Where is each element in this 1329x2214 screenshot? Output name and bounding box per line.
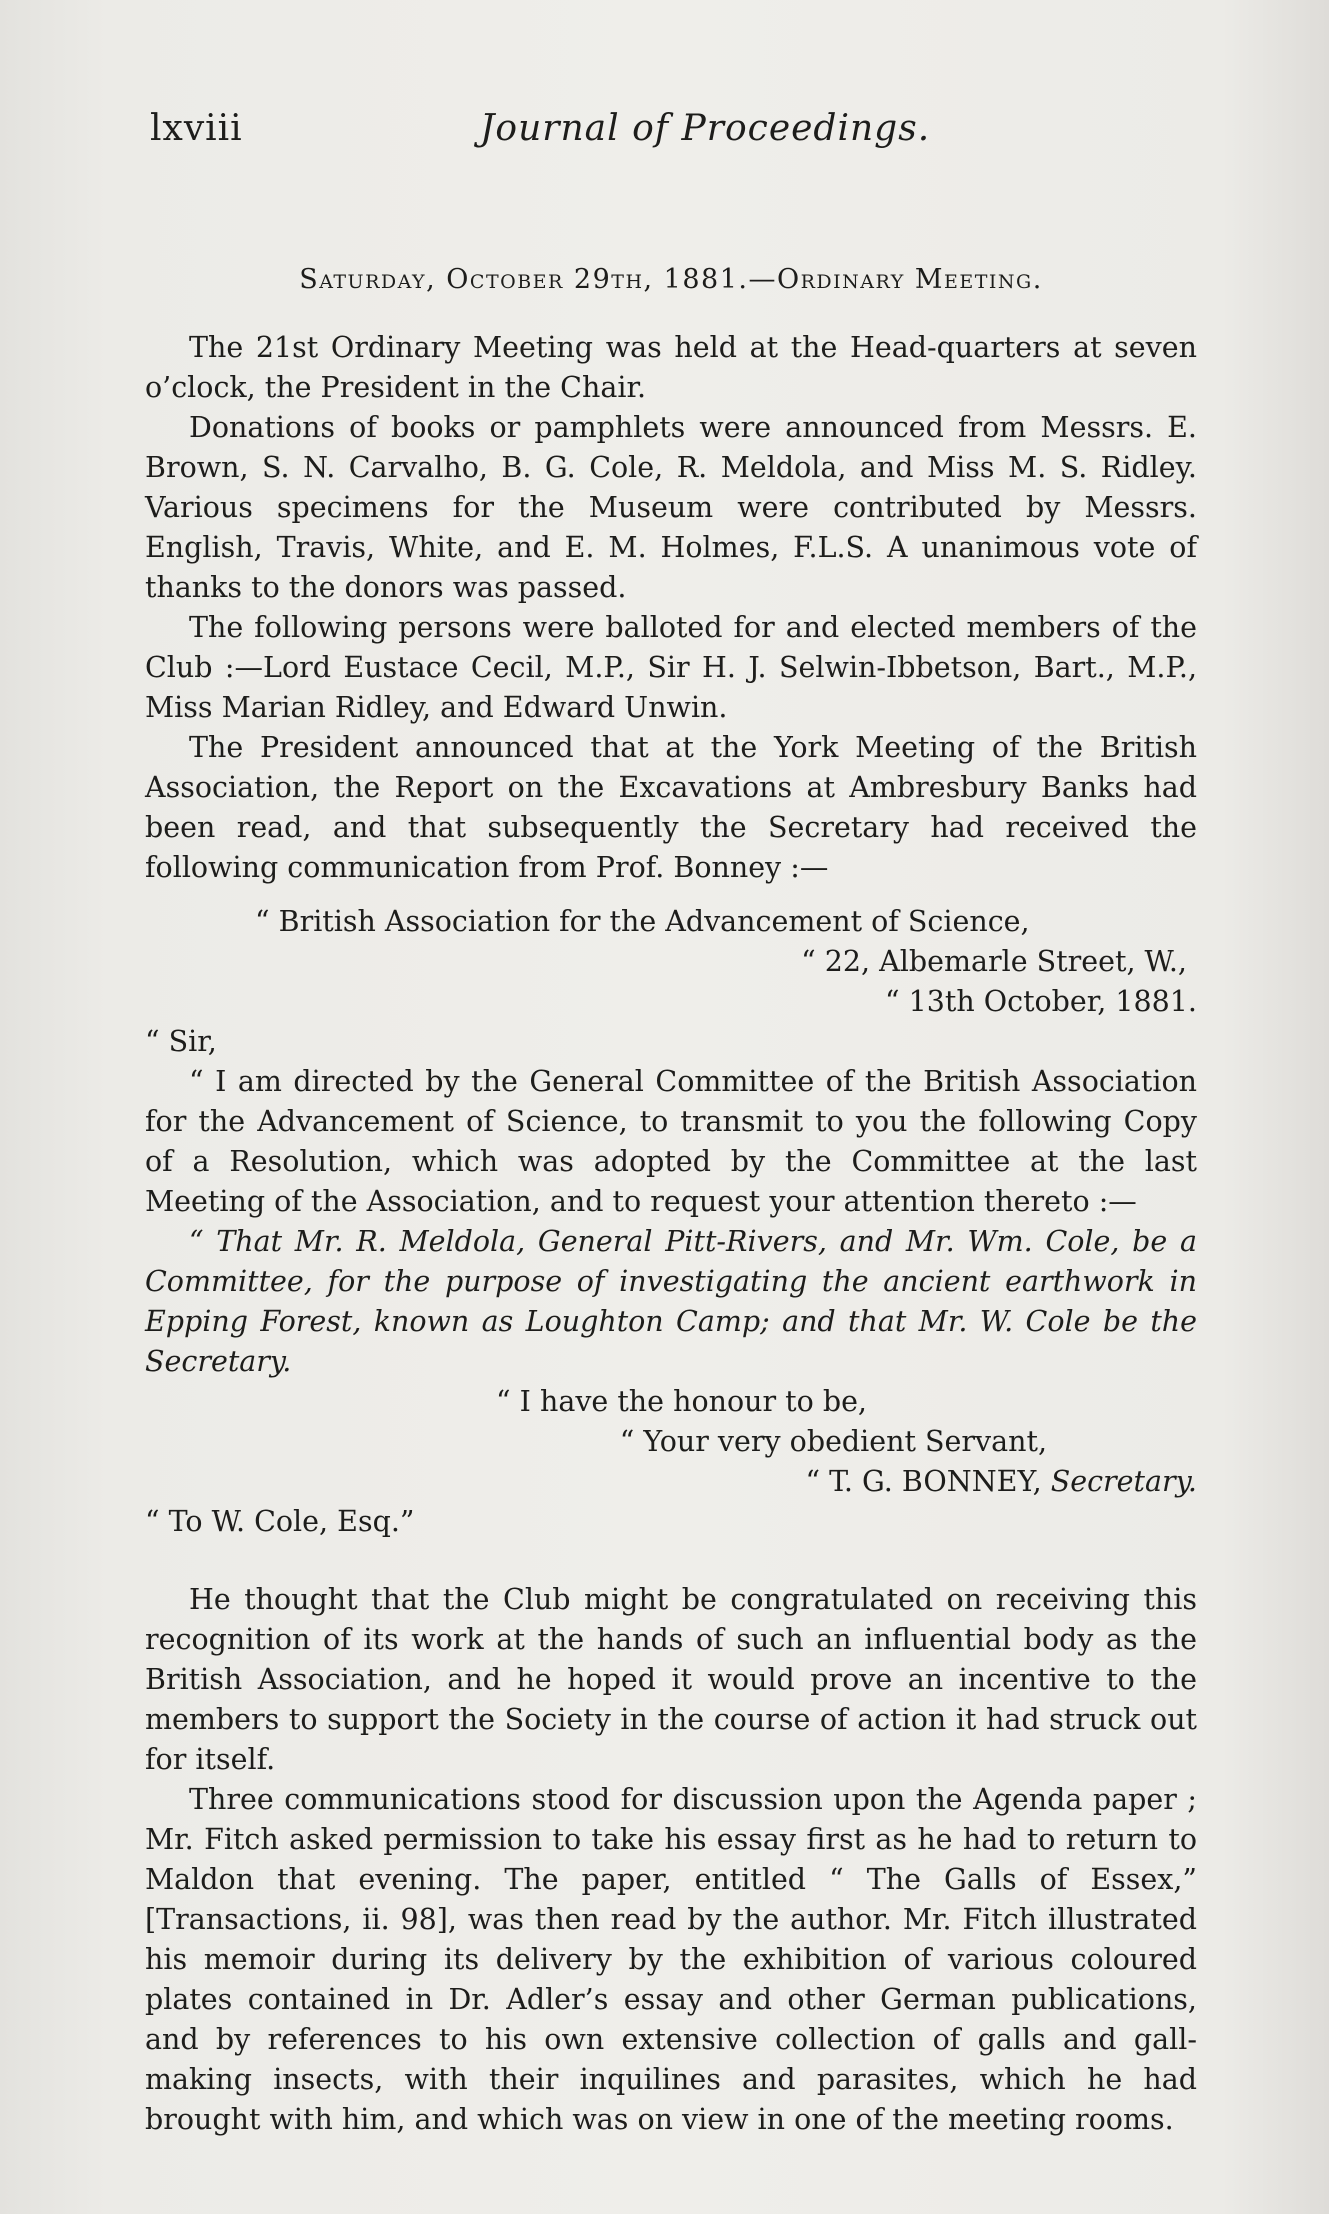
paragraph-congratulation: He thought that the Club might be congratulated on receiving this recognition of its work at the hands of such an influential body as the British Association, and he hoped it would prove an incentive to the members to support the Society in the course of action it had struck out for itself. xyxy=(145,1583,1197,1776)
letter-addressee: “ To W. Cole, Esq.” xyxy=(145,1505,415,1538)
page-body xyxy=(145,260,1197,2140)
running-title: Journal of Proceedings. xyxy=(480,108,931,149)
paragraph-announcement: The President announced that at the York Meeting of the British Association, the Report on the Excavations at Ambresbury Banks had been read, and that subsequently the Secretary had received the following communication from Prof. Bonney :— xyxy=(145,731,1197,884)
page-number: lxviii xyxy=(150,108,243,149)
letter-resolution: “ That Mr. R. Meldola, General Pitt-Rivers, and Mr. Wm. Cole, be a Committee, for the purpose of investigating the ancient earthwork in Epping Forest, known as Loughton Camp; and that Mr. W. Cole be the Secretary. xyxy=(145,1225,1197,1378)
letter-salutation: “ Sir, xyxy=(145,1025,217,1058)
letter-closing-servant: “ Your very obedient Servant, xyxy=(619,1425,1047,1458)
section-heading: Saturday, October 29th, 1881.—Ordinary Meeting. xyxy=(299,264,1043,295)
signature-title: Secretary. xyxy=(1050,1465,1197,1498)
letter-signature-block xyxy=(145,1382,1197,1502)
letter-body: “ I am directed by the General Committee of the British Association for the Advancement of Science, to transmit to you the following Copy of a Resolution, which was adopted by the Committee at the last Meeting of the Association, and to request your attention thereto :— xyxy=(145,1065,1197,1218)
letter-signature xyxy=(145,1462,1197,1502)
letter-org: “ British Association for the Advancement of Science, xyxy=(255,905,1030,938)
paragraph-donations: Donations of books or pamphlets were announced from Messrs. E. Brown, S. N. Carvalho, B. G. Cole, R. Meldola, and Miss M. S. Ridley. Various specimens for the Museum were contributed by Messrs. English, Travis, White, and E. M. Holmes, F.L.S. A unanimous vote of thanks to the donors was passed. xyxy=(145,411,1197,604)
letter-address: “ 22, Albemarle Street, W., xyxy=(801,945,1187,978)
signature-name: “ T. G. BONNEY, xyxy=(805,1465,1042,1498)
paragraph-meeting-opening: The 21st Ordinary Meeting was held at the Head-quarters at seven o’clock, the President in the Chair. xyxy=(145,331,1197,404)
letter-date: “ 13th October, 1881. xyxy=(884,985,1197,1018)
page-header xyxy=(150,108,1200,158)
letter-closing-honour: “ I have the honour to be, xyxy=(496,1385,867,1418)
letter-block xyxy=(145,902,1197,1542)
paragraph-elections: The following persons were balloted for and elected members of the Club :—Lord Eustace Cecil, M.P., Sir H. J. Selwin-Ibbetson, Bart., M.P., Miss Marian Ridley, and Edward Unwin. xyxy=(145,611,1197,724)
paragraph-communications: Three communications stood for discussion upon the Agenda paper ; Mr. Fitch asked permission to take his essay first as he had to return to Maldon that evening. The paper, entitled “ The Galls of Essex,” [Transactions, ii. 98], was then read by the author. Mr. Fitch illustrated his memoir during its delivery by the exhibition of various coloured plates contained in Dr. Adler’s essay and other German publications, and by references to his own extensive collection of galls and gall-making insects, with their inquilines and parasites, which he had brought with him, and which was on view in one of the meeting rooms. xyxy=(145,1783,1197,2136)
